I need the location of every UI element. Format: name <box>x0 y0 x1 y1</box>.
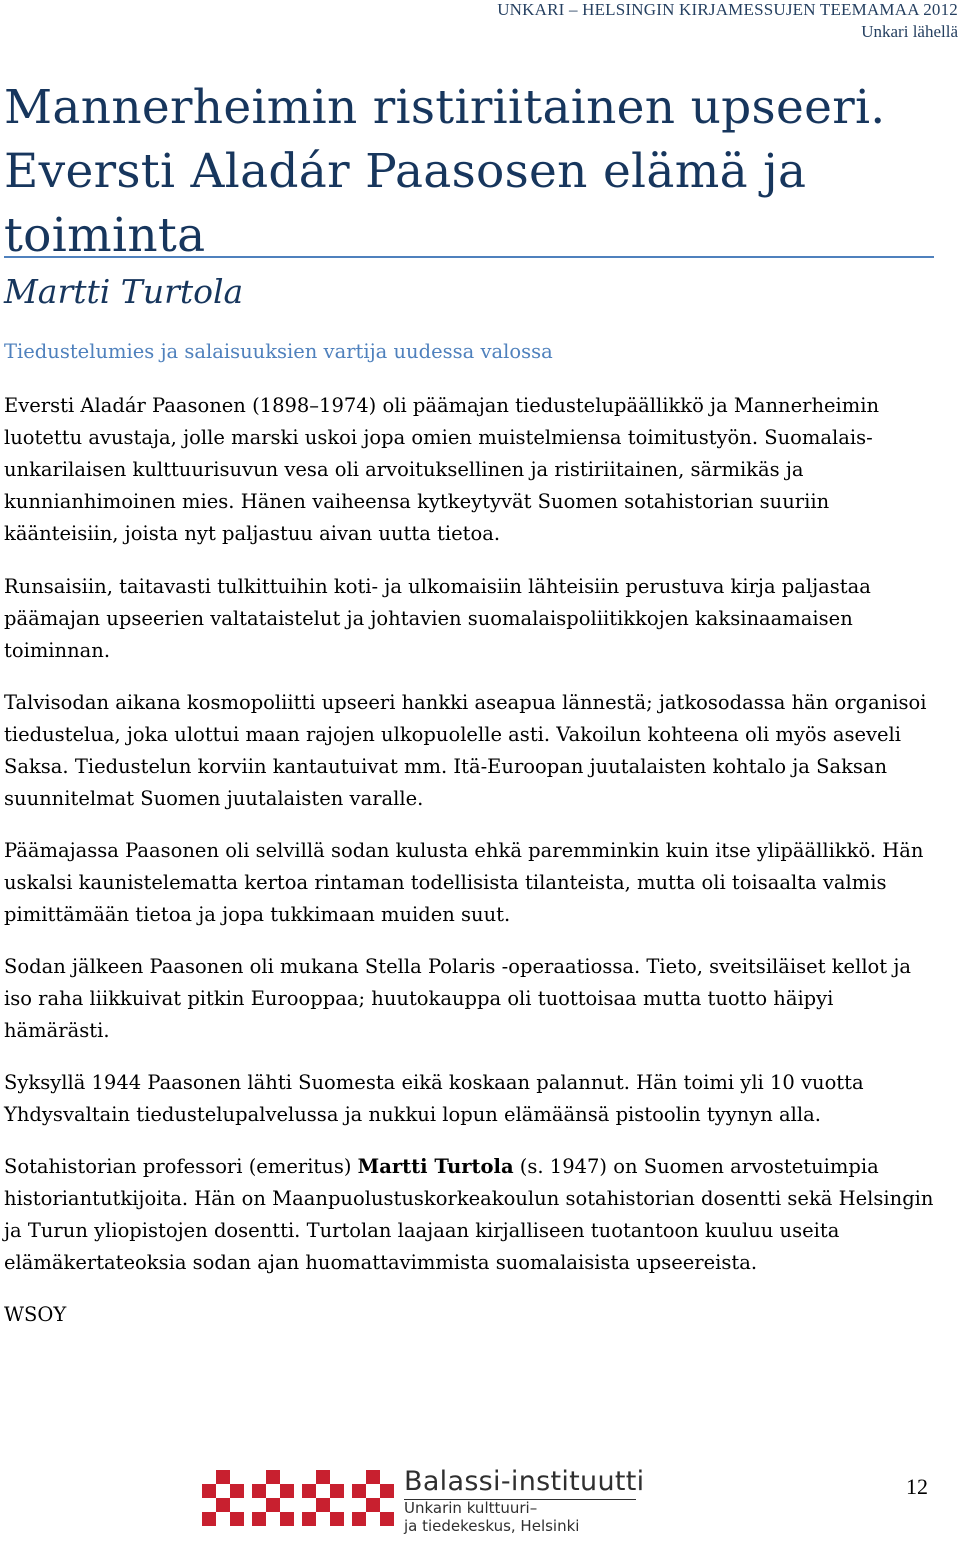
title-line: Eversti Aladár Paasosen elämä ja <box>4 144 807 199</box>
author-bio <box>4 1151 939 1279</box>
body-paragraph: Talvisodan aikana kosmopoliitti upseeri hankki aseapua lännestä; jatkosodassa hän organisoi tiedustelua, joka ulottui maan rajojen ulkopuolelle asti. Vakoilun kohteena oli myös aseveli Saksa. Tiedustelun korviin kantautuivat mm. Itä-Euroopan juutalaisten kohtalo ja Saksan suunnitelmat Suomen juutalaisten varalle. <box>4 691 927 810</box>
article-subtitle: Tiedustelumies ja salaisuuksien vartija uudessa valossa <box>4 340 553 363</box>
page-number: 12 <box>906 1474 928 1499</box>
body-paragraph: Päämajassa Paasonen oli selvillä sodan kulusta ehkä paremminkin kuin itse ylipäällikkö. Hän uskalsi kaunistelematta kertoa rintaman todellisista tilanteista, mutta oli toisaalta valmis pimittämään tietoa ja jopa tukkimaan muiden suut. <box>4 839 924 926</box>
balassi-emblem-icon <box>200 1468 396 1532</box>
logo-tagline-line: Unkarin kulttuuri– <box>404 1499 538 1517</box>
body-paragraph: Runsaisiin, taitavasti tulkittuihin koti- ja ulkomaisiin lähteisiin perustuva kirja paljastaa päämajan upseerien valtataistelut ja johtavien suomalaispoliitikkojen kaksinaamaisen toiminnan. <box>4 575 871 662</box>
bio-author-name: Martti Turtola <box>357 1155 514 1178</box>
article-author: Martti Turtola <box>4 272 244 311</box>
logo-tagline-line: ja tiedekeskus, Helsinki <box>404 1517 580 1535</box>
body-paragraph: Eversti Aladár Paasonen (1898–1974) oli päämajan tiedustelupäällikkö ja Mannerheimin luotettu avustaja, jolle marski uskoi jopa omien muistelmiensa toimitustyön. Suomalais-unkarilaisen kulttuurisuvun vesa oli arvoituksellinen ja ristiriitainen, särmikäs ja kunnianhimoinen mies. Hänen vaiheensa kytkeytyvät Suomen sotahistorian suuriin käänteisiin, joista nyt paljastuu aivan uutta tietoa. <box>4 394 880 545</box>
title-line: toiminta <box>4 208 206 263</box>
header-title: UNKARI – HELSINGIN KIRJAMESSUJEN TEEMAMAA 2012 <box>497 0 958 19</box>
body-paragraph: Sodan jälkeen Paasonen oli mukana Stella Polaris -operaatiossa. Tieto, sveitsiläiset kellot ja iso raha liikkuivat pitkin Eurooppaa; huutokauppa oli tuottoisaa mutta tuotto häipyi hämärästi. <box>4 955 912 1042</box>
balassi-logo <box>200 1466 660 1536</box>
bio-prefix: Sotahistorian professori (emeritus) <box>4 1155 358 1178</box>
bio-text: (s. 1947) on Suomen arvostetuimpia historiantutkijoita. Hän on Maanpuolustuskorkeakoulun sotahistorian dosentti sekä Helsingin ja Turun yliopistojen dosentti. Turtolan laajaan kirjalliseen tuotantoon kuuluu useita elämäkertateoksia sodan ajan huomattavimmista suomalaisista upseereista. <box>4 1155 934 1274</box>
body-paragraph: Syksyllä 1944 Paasonen lähti Suomesta eikä koskaan palannut. Hän toimi yli 10 vuotta Yhdysvaltain tiedustelupalvelussa ja nukkui lopun elämäänsä pistoolin tyynyn alla. <box>4 1071 864 1126</box>
publisher: WSOY <box>4 1303 67 1326</box>
logo-name: Balassi-instituutti <box>404 1466 645 1497</box>
title-divider <box>4 256 934 258</box>
header-subtitle: Unkari lähellä <box>861 22 958 41</box>
article-title <box>4 76 934 268</box>
title-line: Mannerheimin ristiriitainen upseeri. <box>4 80 886 135</box>
